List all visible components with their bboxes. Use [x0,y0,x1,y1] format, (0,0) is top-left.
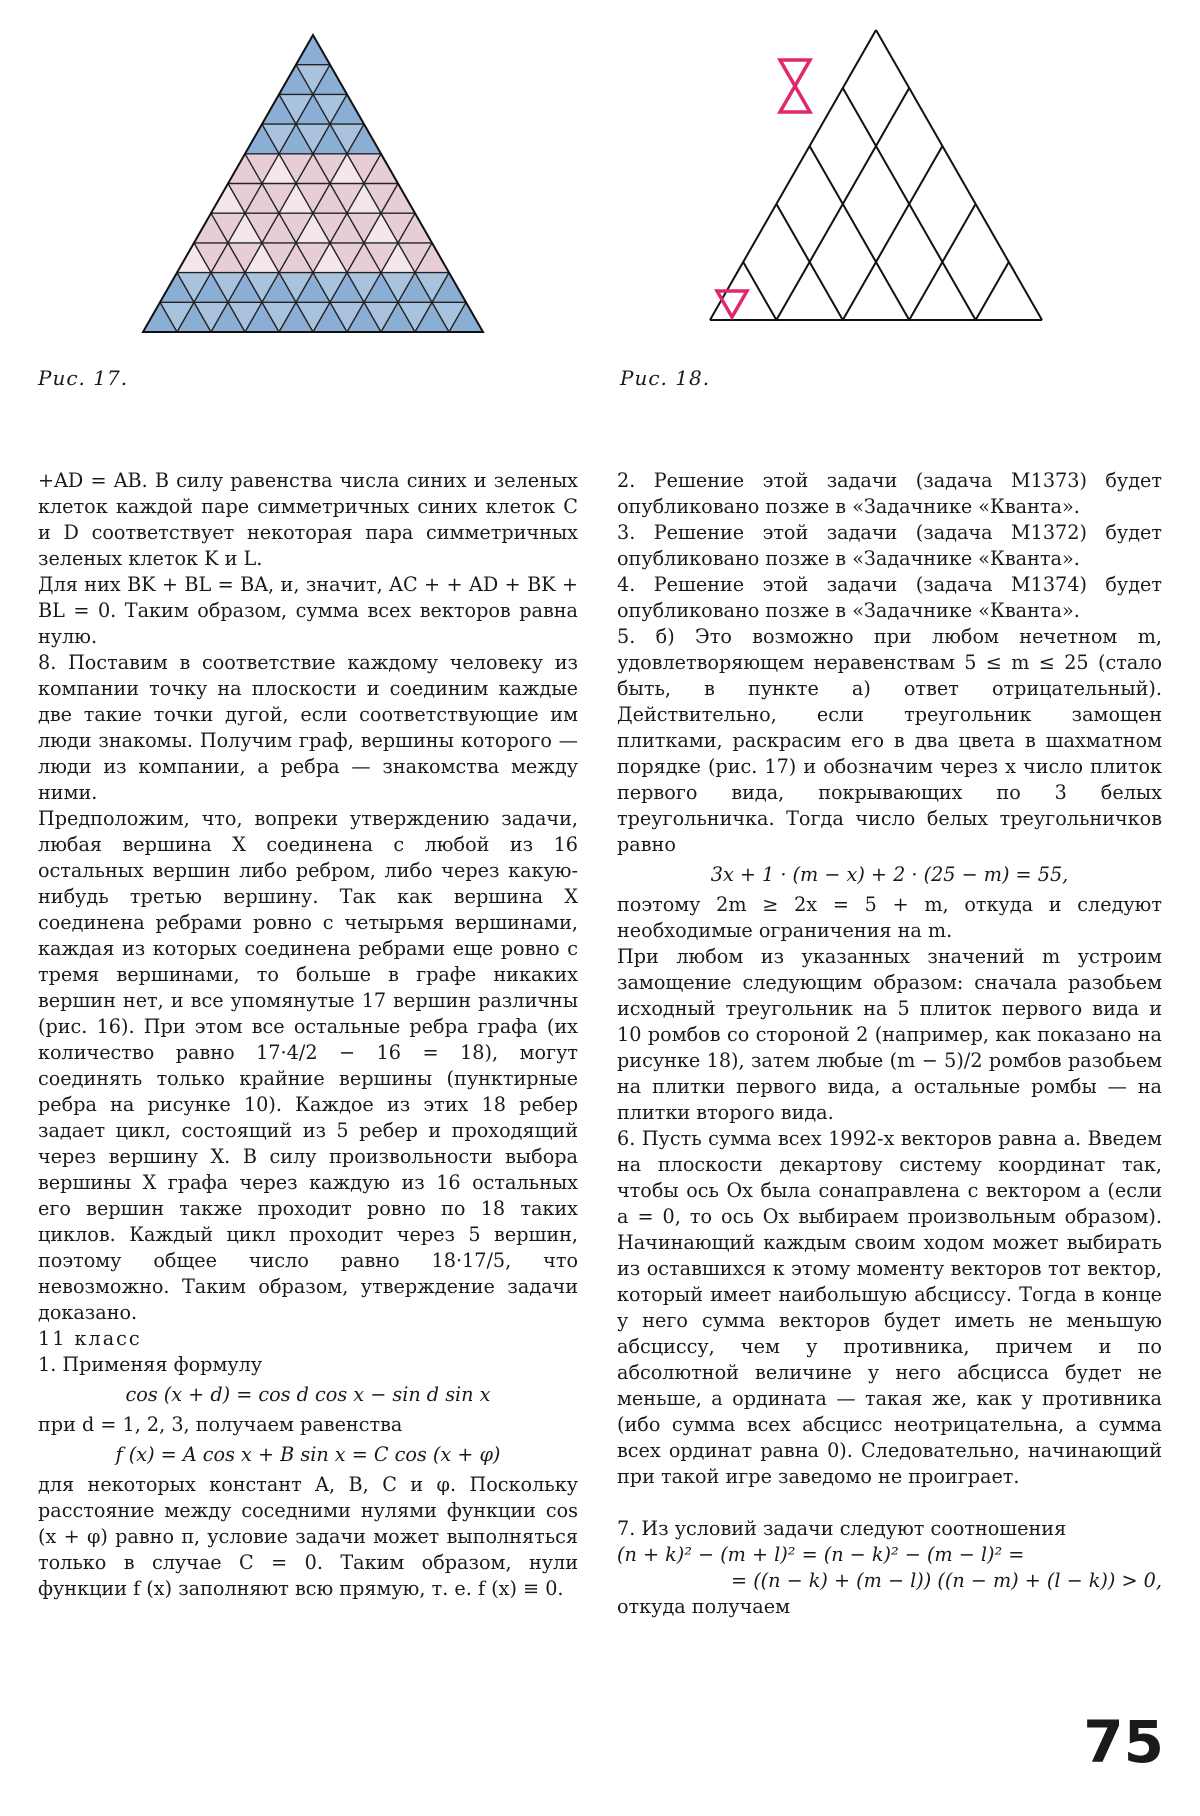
figure-18-line [876,30,1042,320]
figure-18-corner-triangle [717,291,747,317]
right-para-problem-4: 4. Решение этой задачи (задача М1374) будет опубликовано позже в «Задачнике «Кванта». [617,573,1162,622]
figure-17-up-cell [296,35,330,65]
figure-17-caption: Рис. 17. [38,366,129,390]
right-para-problem-2: 2. Решение этой задачи (задача М1373) будет опубликовано позже в «Задачнике «Кванта». [617,469,1162,518]
figure-18-rhombi [710,30,1042,320]
right-column [617,468,1162,1620]
left-para-conclusion: для некоторых констант A, B, C и φ. Поскольку расстояние между соседними нулями функции cos (x + φ) равно π, условие задачи может выполняться только в случае C = 0. Таким образом, нули функции f (x) заполняют всю прямую, т. е. f (x) ≡ 0. [38,1473,578,1600]
right-formula-squares: (n + k)² − (m + l)² = (n − k)² − (m − l)² = [617,1543,1025,1566]
left-para-vectors-2: Для них BK + BL = BA, и, значит, AC + + AD + BK + BL = 0. Таким образом, сумма всех векторов равна нулю. [38,573,578,648]
figure-18-caption: Рис. 18. [620,366,711,390]
figure-18-line [843,146,943,320]
right-formula-count: 3x + 1 · (m − x) + 2 · (25 − m) = 55, [710,863,1069,886]
figure-18 [705,26,1047,336]
figure-18-highlight-tiles [717,60,810,317]
left-column [38,468,578,1602]
right-para-tiling: При любом из указанных значений m устроим замощение следующим образом: сначала разобьем исходный треугольник на 5 плиток первого вида и 10 ромбов со стороной 2 (например, как показано на рисунке 18), затем любые (m − 5)/2 ромбов разобьем на плитки первого вида, а остальные ромбы — на плитки второго вида. [617,945,1162,1124]
figure-18-line [810,146,910,320]
right-para-constraints: поэтому 2m ≥ 2x = 5 + m, откуда и следуют необходимые ограничения на m. [617,893,1162,942]
right-para-problem-5: 5. б) Это возможно при любом нечетном m, удовлетворяющем неравенствам 5 ≤ m ≤ 25 (стало быть, в пункте а) ответ отрицательный). Действительно, если треугольник замощен плитками, раскрасим его в два цвета в шахматном порядке (рис. 17) и обозначим через x число плиток первого вида, покрывающих по 3 белых треугольничка. Тогда число белых треугольничков равно [617,625,1162,856]
figure-18-line [976,262,1009,320]
right-para-hence: откуда получаем [617,1595,791,1618]
right-para-problem-7: 7. Из условий задачи следуют соотношения [617,1517,1067,1540]
figure-18-line [710,30,876,320]
left-para-vectors-1: +AD = AB. В силу равенства числа синих и зеленых клеток каждой паре симметричных синих клеток C и D соответствует некоторая пара симметричных зеленых клеток K и L. [38,469,578,570]
right-formula-product: = ((n − k) + (m − l)) ((n − m) + (l − k)) > 0, [731,1569,1162,1592]
left-formula-f: f (x) = A cos x + B sin x = C cos (x + φ) [115,1443,501,1466]
right-para-problem-3: 3. Решение этой задачи (задача М1372) будет опубликовано позже в «Задачнике «Кванта». [617,521,1162,570]
left-heading-grade-11: 11 класс [38,1327,142,1350]
figure-18-hourglass [780,60,810,112]
page-number: 75 [1083,1708,1164,1776]
left-para-problem-8-intro: 8. Поставим в соответствие каждому человеку из компании точку на плоскости и соединим каждые две такие точки дугой, если соответствующие им люди знакомы. Получим граф, вершины которого — люди из компании, а ребра — знакомства между ними. [38,651,578,804]
left-formula-cos: cos (x + d) = cos d cos x − sin d sin x [125,1383,491,1406]
left-para-problem-1: 1. Применяя формулу [38,1353,263,1376]
figure-17 [138,30,488,336]
right-para-problem-6: 6. Пусть сумма всех 1992-х векторов равна a. Введем на плоскости декартову систему координат так, чтобы ось Ox была сонаправлена с вектором a (если a = 0, то ось Ox выбираем произвольным образом). Начинающий каждым своим ходом может выбирать из оставшихся к этому моменту векторов тот вектор, который имеет наибольшую абсциссу. Тогда в конце у него сумма векторов будет иметь не меньшую абсциссу, чем у противника, причем и по абсолютной величине у него абсцисса будет не меньше, а ордината — такая же, как у противника (ибо сумма всех абсцисс неотрицательна, а сумма всех ординат равна 0). Следовательно, начинающий при такой игре заведомо не проиграет. [617,1127,1162,1488]
left-para-problem-8-proof: Предположим, что, вопреки утверждению задачи, любая вершина X соединена с любой из 16 остальных вершин либо ребром, либо через какую-нибудь третью вершину. Так как вершина X соединена ребрами ровно с четырьмя вершинами, каждая из которых соединена ребрами еще ровно с тремя вершинами, то больше в графе никаких вершин нет, и все упомянутые 17 вершин различны (рис. 16). При этом все остальные ребра графа (их количество равно 17·4/2 − 16 = 18), могут соединять только крайние вершины (пунктирные ребра на рисунке 10). Каждое из этих 18 ребер задает цикл, состоящий из 5 ребер и проходящий через вершину X. В силу произвольности выбора вершины X графа через каждую из 16 остальных его вершин также проходит ровно по 18 таких циклов. Каждый цикл проходит через 5 вершин, поэтому общее число равно 18·17/5, что невозможно. Таким образом, утверждение задачи доказано. [38,807,578,1324]
left-para-equalities: при d = 1, 2, 3, получаем равенства [38,1413,403,1436]
